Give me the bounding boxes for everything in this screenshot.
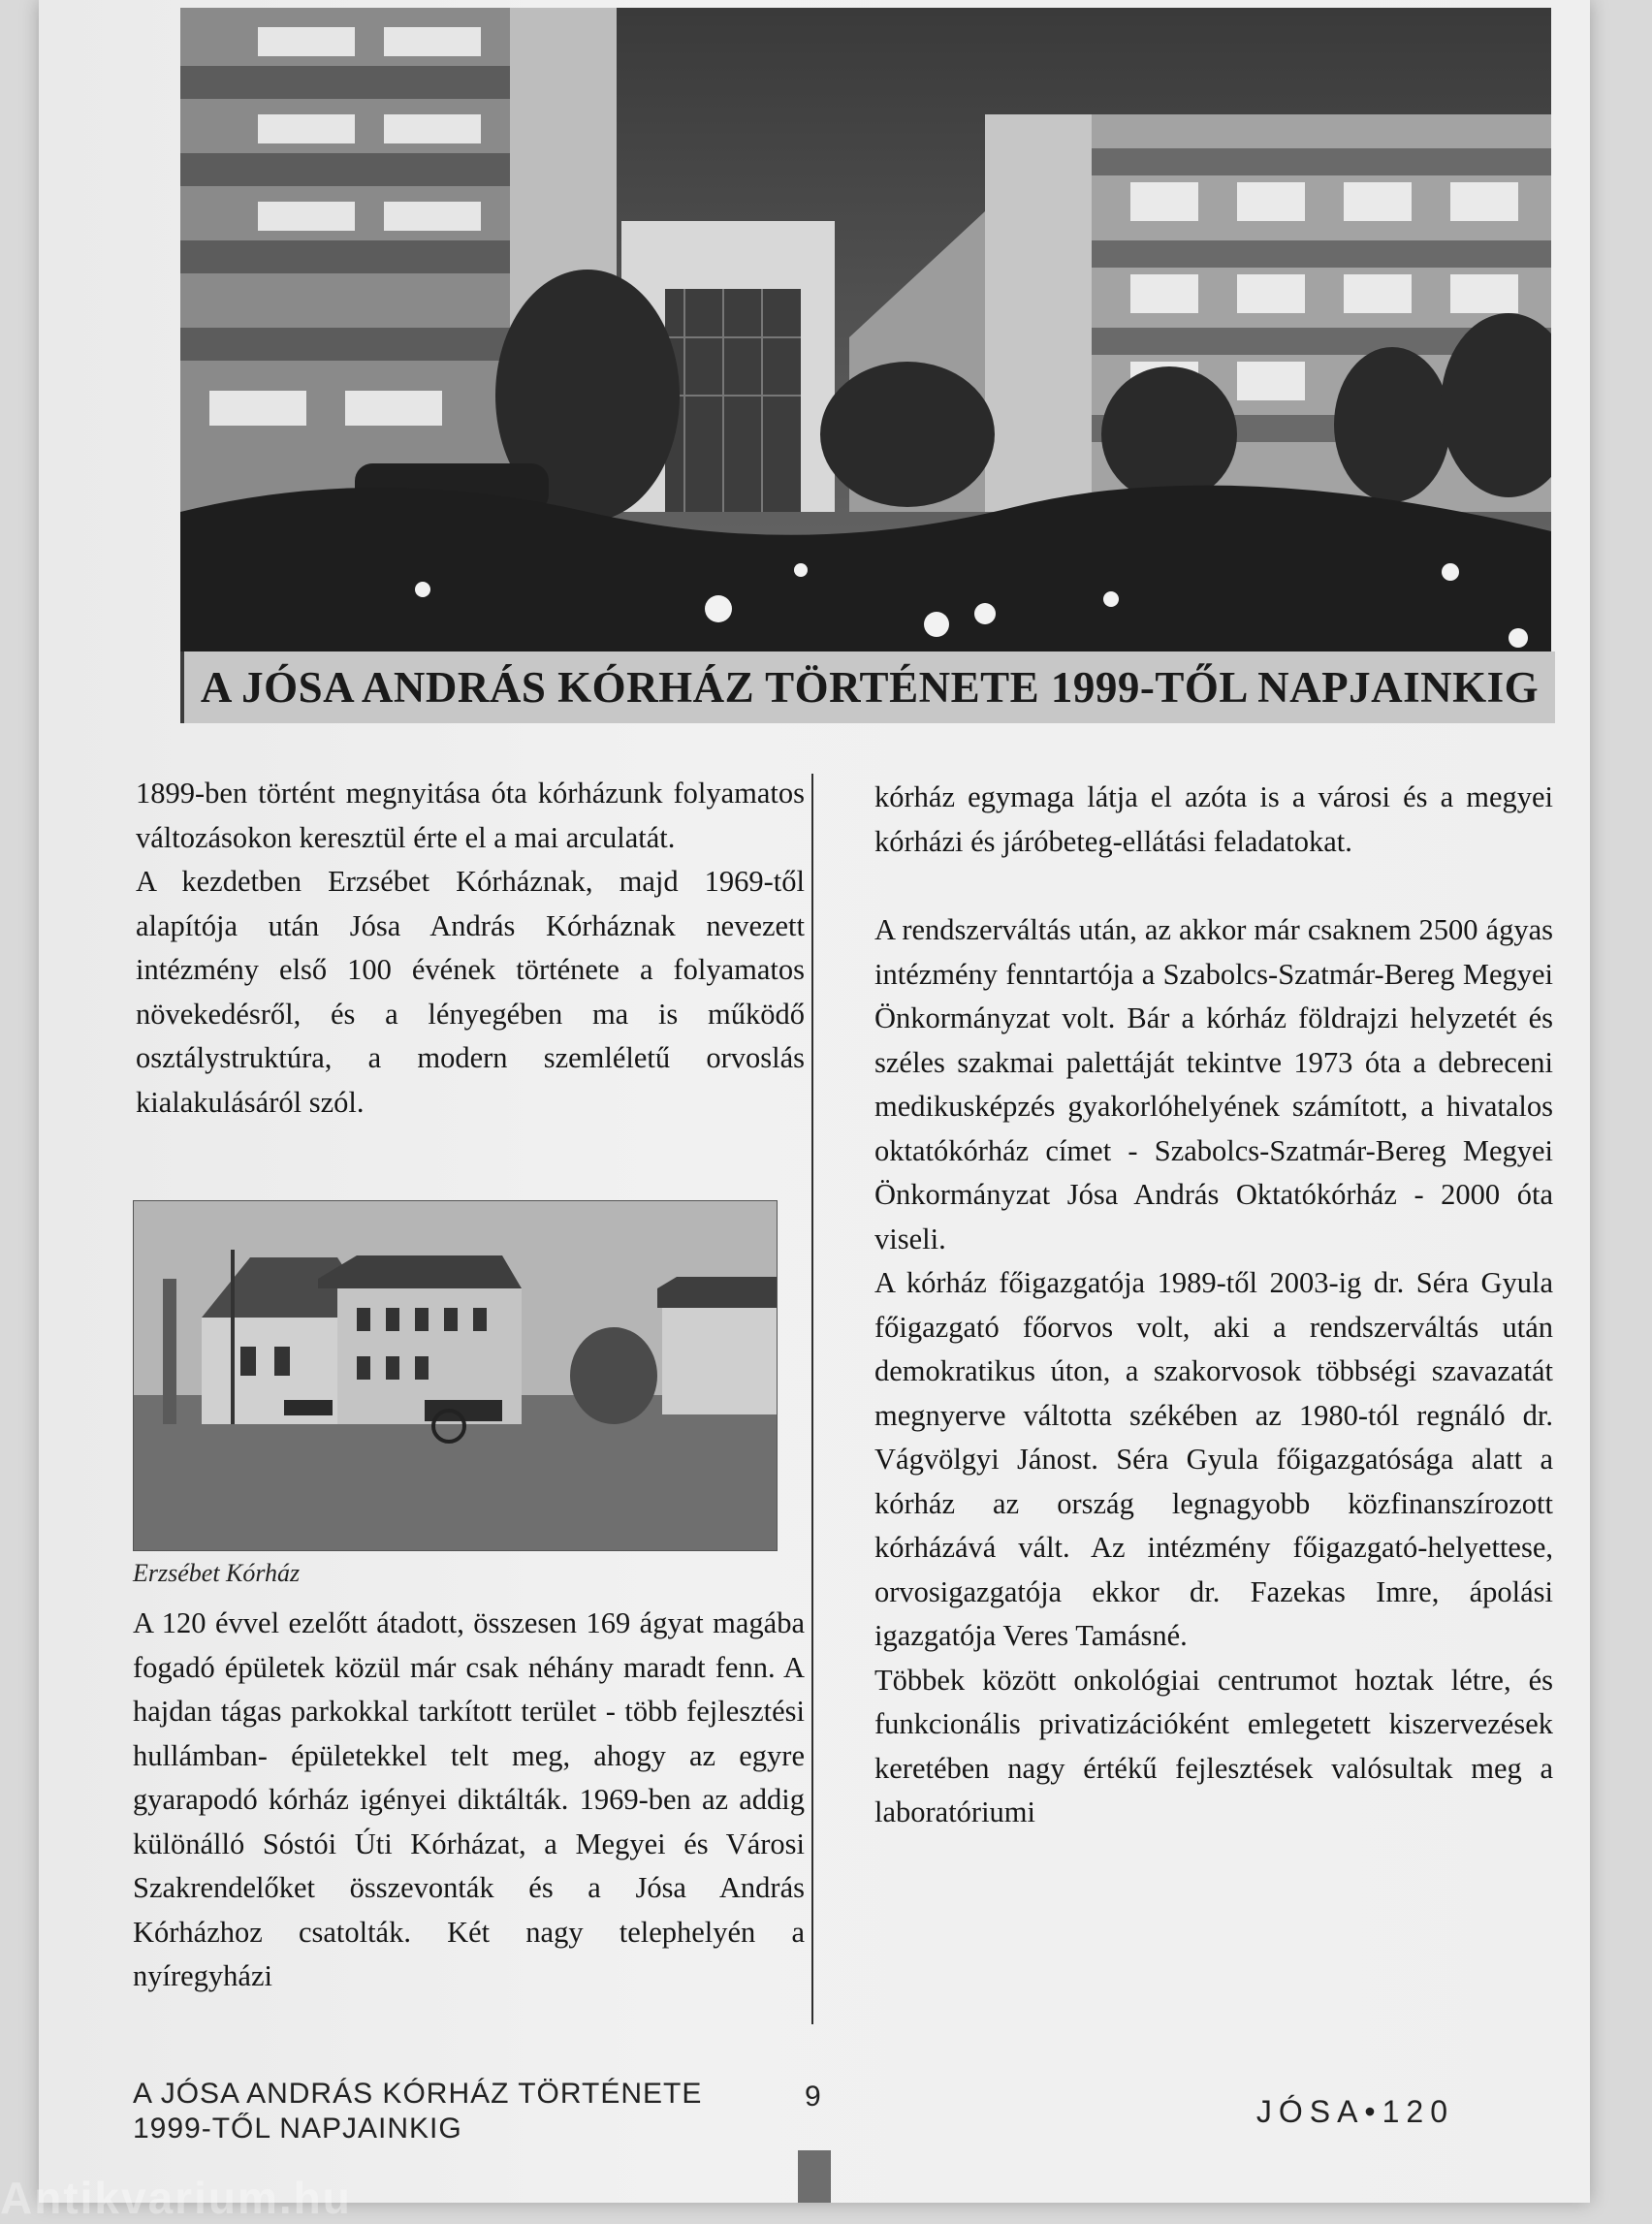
watermark-text: Antikvarium.hu: [0, 2173, 352, 2223]
book-page: [39, 0, 1590, 2203]
paragraph: A 120 évvel ezelőtt átadott, összesen 169 ágyat magába fogadó épületek közül már csak néhány maradt fenn. A hajdan tágas parkokkal tarkított terület - több fejlesztési hullámban- épületekkel telt meg, ahogy az egyre gyarapodó kórház igényei diktálták. 1969-ben az addig különálló Sóstói Úti Kórházat, a Megyei és Városi Szakrendelőket összevonták és a Jósa András Kórházhoz csatolták. Két nagy telephelyén a nyíregyházi: [133, 1606, 805, 1992]
paragraph-gap: [874, 864, 1553, 908]
running-title-line1: A JÓSA ANDRÁS KÓRHÁZ TÖRTÉNETE: [133, 2078, 703, 2110]
paragraph: kórház egymaga látja el azóta is a városi és a megyei kórházi és járóbeteg-ellátási feladatokat.: [874, 780, 1553, 858]
publication-brand: JÓSA•120: [1255, 2094, 1454, 2129]
running-title: [133, 2077, 734, 2146]
page-number: 9: [805, 2081, 821, 2113]
right-column: [874, 776, 1553, 1835]
erzsebet-korhaz-photo: [133, 1200, 778, 1551]
paragraph: Többek között onkológiai centrumot hoztak létre, és funkcionális privatizációként emlegetett kiszervezések keretében nagy értékű fejlesztések valósultak meg a laboratóriumi: [874, 1663, 1553, 1828]
column-divider: [811, 774, 813, 2024]
article-title-bar: [180, 651, 1555, 723]
paragraph: 1899-ben történt megnyitása óta kórházunk folyamatos változásokon keresztül érte el a mai arculatát.: [136, 777, 805, 854]
photo-caption: Erzsébet Kórház: [133, 1559, 301, 1587]
paragraph: A kezdetben Erzsébet Kórháznak, majd 1969-től alapítója után Jósa András Kórháznak nevezett intézmény első 100 évének története a folyamatos növekedésről, és a lényegében ma is működő osztálystruktúra, a modern szemléletű orvoslás kialakulásáról szól.: [136, 865, 805, 1119]
left-column-continued: [133, 1602, 805, 1999]
article-title: A JÓSA ANDRÁS KÓRHÁZ TÖRTÉNETE 1999-TŐL NAPJAINKIG: [200, 663, 1540, 712]
page-tab-marker: [798, 2150, 831, 2203]
hospital-buildings-photo: [180, 8, 1551, 651]
paragraph: A kórház főigazgatója 1989-től 2003-ig dr. Séra Gyula főigazgató főorvos volt, aki a rendszerváltás után demokratikus úton, a szakorvosok többségi szavazatát megnyerve váltotta székében az 1980-tól regnáló dr. Vágvölgyi Jánost. Séra Gyula főigazgatósága alatt a kórház az ország legnagyobb közfinanszírozott kórházává vált. Az intézmény főigazgató-helyettese, orvosigazgatója ekkor dr. Fazekas Imre, ápolási igazgatója Veres Tamásné.: [874, 1266, 1553, 1652]
running-title-line2: 1999-TŐL NAPJAINKIG: [133, 2113, 462, 2145]
left-column-intro: [136, 772, 805, 1125]
paragraph: A rendszerváltás után, az akkor már csaknem 2500 ágyas intézmény fenntartója a Szabolcs-Szatmár-Bereg Megyei Önkormányzat volt. Bár a kórház földrajzi helyzetét és széles szakmai palettáját tekintve 1973 óta a debreceni medikusképzés gyakorlóhelyének számított, a hivatalos oktatókórház címet - Szabolcs-Szatmár-Bereg Megyei Önkormányzat Jósa András Oktatókórház - 2000 óta viseli.: [874, 913, 1553, 1255]
